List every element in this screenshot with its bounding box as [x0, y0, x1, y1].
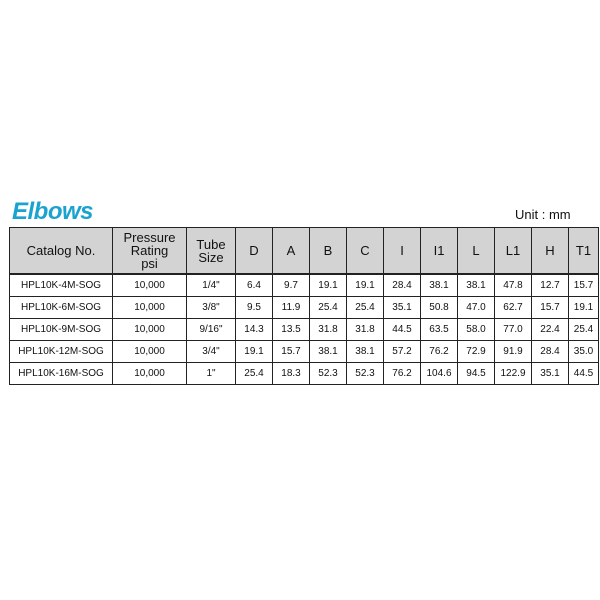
cell-c: 25.4 [347, 297, 384, 319]
cell-i: 44.5 [384, 319, 421, 341]
header-t1: T1 [569, 228, 599, 275]
cell-pressure: 10,000 [113, 274, 187, 297]
cell-a: 11.9 [273, 297, 310, 319]
table-row [10, 297, 599, 319]
cell-catalog-no: HPL10K-12M-SOG [10, 341, 113, 363]
cell-catalog-no: HPL10K-6M-SOG [10, 297, 113, 319]
cell-a: 9.7 [273, 274, 310, 297]
cell-a: 13.5 [273, 319, 310, 341]
cell-b: 38.1 [310, 341, 347, 363]
cell-tube-size: 3/8" [187, 297, 236, 319]
cell-c: 19.1 [347, 274, 384, 297]
cell-tube-size: 3/4" [187, 341, 236, 363]
cell-i1: 76.2 [421, 341, 458, 363]
cell-l: 72.9 [458, 341, 495, 363]
cell-c: 52.3 [347, 363, 384, 385]
cell-i: 28.4 [384, 274, 421, 297]
header-l1: L1 [495, 228, 532, 275]
cell-i: 35.1 [384, 297, 421, 319]
header-l: L [458, 228, 495, 275]
table-row [10, 363, 599, 385]
cell-i: 76.2 [384, 363, 421, 385]
header-d: D [236, 228, 273, 275]
header-c: C [347, 228, 384, 275]
cell-i1: 104.6 [421, 363, 458, 385]
cell-catalog-no: HPL10K-4M-SOG [10, 274, 113, 297]
cell-i1: 63.5 [421, 319, 458, 341]
cell-d: 25.4 [236, 363, 273, 385]
cell-l1: 91.9 [495, 341, 532, 363]
table-row [10, 274, 599, 297]
cell-i1: 38.1 [421, 274, 458, 297]
cell-a: 15.7 [273, 341, 310, 363]
cell-b: 25.4 [310, 297, 347, 319]
header-tube-line-2: Size [198, 249, 224, 265]
cell-l: 94.5 [458, 363, 495, 385]
cell-h: 12.7 [532, 274, 569, 297]
cell-pressure: 10,000 [113, 341, 187, 363]
cell-pressure: 10,000 [113, 363, 187, 385]
cell-l1: 62.7 [495, 297, 532, 319]
table-row [10, 341, 599, 363]
elbows-spec-table [9, 227, 599, 385]
cell-b: 52.3 [310, 363, 347, 385]
cell-catalog-no: HPL10K-16M-SOG [10, 363, 113, 385]
cell-tube-size: 1/4" [187, 274, 236, 297]
cell-catalog-no: HPL10K-9M-SOG [10, 319, 113, 341]
cell-b: 19.1 [310, 274, 347, 297]
header-b: B [310, 228, 347, 275]
cell-l1: 47.8 [495, 274, 532, 297]
table-row [10, 319, 599, 341]
cell-h: 22.4 [532, 319, 569, 341]
header-pressure-line-1: Pressure [123, 230, 176, 245]
unit-label: Unit : mm [515, 207, 571, 222]
cell-t1: 15.7 [569, 274, 599, 297]
cell-h: 35.1 [532, 363, 569, 385]
cell-l: 38.1 [458, 274, 495, 297]
cell-t1: 25.4 [569, 319, 599, 341]
header-tube-line-1: Tube [196, 236, 226, 252]
cell-d: 14.3 [236, 319, 273, 341]
cell-l1: 77.0 [495, 319, 532, 341]
cell-i: 57.2 [384, 341, 421, 363]
cell-l: 47.0 [458, 297, 495, 319]
header-pressure-line-3: psi [141, 256, 158, 271]
cell-t1: 44.5 [569, 363, 599, 385]
cell-c: 38.1 [347, 341, 384, 363]
cell-tube-size: 1" [187, 363, 236, 385]
cell-h: 15.7 [532, 297, 569, 319]
cell-t1: 19.1 [569, 297, 599, 319]
cell-d: 9.5 [236, 297, 273, 319]
cell-c: 31.8 [347, 319, 384, 341]
cell-b: 31.8 [310, 319, 347, 341]
page-title: Elbows [12, 198, 94, 225]
cell-l1: 122.9 [495, 363, 532, 385]
cell-d: 6.4 [236, 274, 273, 297]
cell-tube-size: 9/16" [187, 319, 236, 341]
cell-d: 19.1 [236, 341, 273, 363]
header-a: A [273, 228, 310, 275]
cell-l: 58.0 [458, 319, 495, 341]
cell-t1: 35.0 [569, 341, 599, 363]
table-header-row [10, 228, 599, 275]
cell-h: 28.4 [532, 341, 569, 363]
header-h: H [532, 228, 569, 275]
cell-i1: 50.8 [421, 297, 458, 319]
cell-pressure: 10,000 [113, 319, 187, 341]
cell-pressure: 10,000 [113, 297, 187, 319]
header-tube-size [187, 228, 236, 275]
header-catalog-no: Catalog No. [10, 228, 113, 275]
header-i1: I1 [421, 228, 458, 275]
cell-a: 18.3 [273, 363, 310, 385]
header-pressure-rating [113, 228, 187, 275]
header-pressure-line-2: Rating [130, 243, 169, 258]
header-i: I [384, 228, 421, 275]
